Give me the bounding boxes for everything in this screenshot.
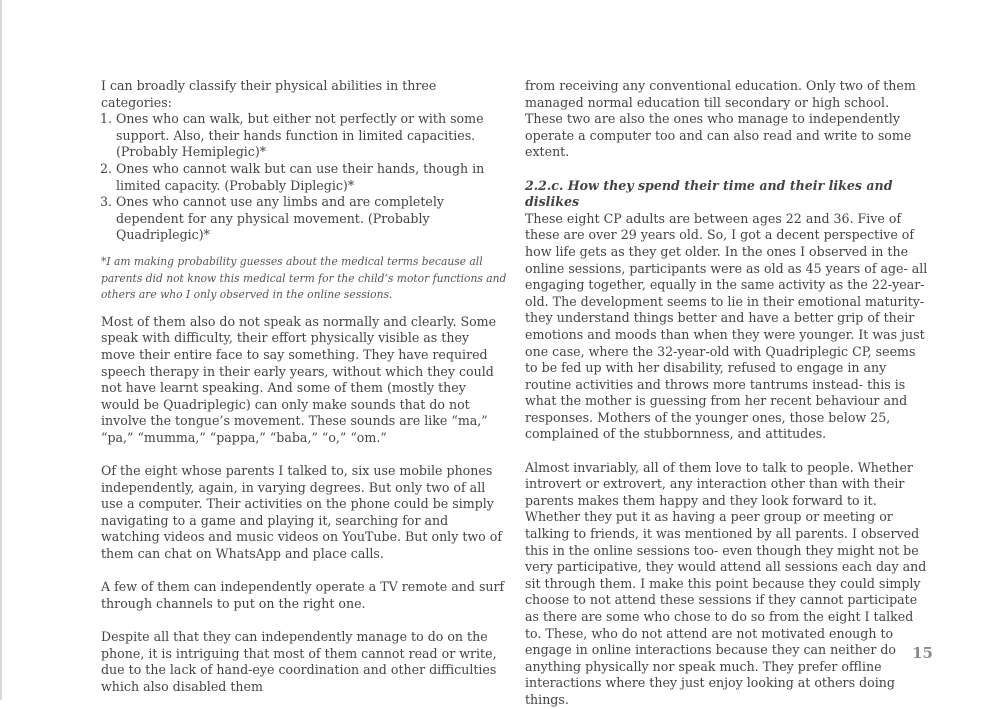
left-column (101, 78, 507, 695)
page-number: 15 (912, 644, 933, 662)
paragraph-speech: Most of them also do not speak as normally and clearly. Some speak with difficulty, their effort physically visible as they move their entire face to say something. They have required speech therapy in their early years, without which they could not have learnt speaking. And some of them (mostly they would be Quadriplegic) can only make sounds that do not involve the tongue’s movement. These sounds are like “ma,” “pa,” “mumma,” “pappa,” “baba,” “o,” “om.” (101, 313, 497, 445)
paragraph-education: from receiving any conventional education. Only two of them managed normal education till secondary or high school. These two are also the ones who manage to independently operate a computer too and can also read and write to some extent. (525, 78, 916, 160)
paragraph-ages: These eight CP adults are between ages 22 and 36. Five of these are over 29 years old. So, I got a decent perspective of how life gets as they get older. In the ones I observed in the online sessions, participants were as old as 45 years of age- all engaging together, equally in the same activity as the 22-year-old. The development seems to lie in their emotional maturity- they understand things better and have a better grip of their emotions and moods than when they were younger. It was just one case, where the 32-year-old with Quadriplegic CP, seems to be fed up with her disability, refused to engage in any routine activities and throws more tantrums instead- this is what the mother is guessing from her recent behaviour and responses. Mothers of the younger ones, those below 25, complained of the stubbornness, and attitudes. (525, 210, 928, 442)
page-edge (0, 0, 2, 700)
list-item: 2. Ones who cannot walk but can use their hands, though in limited capacity. (Probably Diplegic)* (116, 161, 507, 194)
abilities-intro: I can broadly classify their physical abilities in three categories: (101, 78, 437, 110)
footnote: *I am making probability guesses about the medical terms because all parents did not know this medical term for the child’s motor functions and others are who I only observed in the online sessions. (101, 254, 507, 302)
list-item: 1. Ones who can walk, but either not perfectly or with some support. Also, their hands function in limited capacities. (Probably Hemiplegic)* (116, 111, 507, 161)
list-item: 3. Ones who cannot use any limbs and are completely dependent for any physical movement. (Probably Quadriplegic)* (116, 194, 507, 244)
right-column (525, 78, 930, 709)
paragraph-social: Almost invariably, all of them love to talk to people. Whether introvert or extrovert, any interaction other than with their parents makes them happy and they look forward to it. Whether they put it as having a peer group or meeting or talking to friends, it was mentioned by all parents. I observed this in the online sessions too- even though they might not be very participative, they would attend all sessions each day and sit through them. I make this point because they could simply choose to not attend these sessions if they cannot participate as there are some who chose to do so from the eight I talked to. These, who do not attend are not motivated enough to engage in online interactions because they can neither do anything physically nor speak much. They prefer offline interactions where they just enjoy looking at others doing things. (525, 459, 927, 707)
abilities-list (101, 111, 507, 244)
section-heading: 2.2.c. How they spend their time and their likes and dislikes (525, 177, 893, 210)
paragraph-tv: A few of them can independently operate a TV remote and surf through channels to put on the right one. (101, 579, 505, 611)
paragraph-phones: Of the eight whose parents I talked to, six use mobile phones independently, again, in varying degrees. But only two of all use a computer. Their activities on the phone could be simply navigating to a game and playing it, searching for and watching videos and music videos on YouTube. But only two of them can chat on WhatsApp and place calls. (101, 463, 502, 562)
paragraph-reading: Despite all that they can independently manage to do on the phone, it is intriguing that most of them cannot read or write, due to the lack of hand-eye coordination and other difficulties which also disabled them (101, 629, 497, 694)
